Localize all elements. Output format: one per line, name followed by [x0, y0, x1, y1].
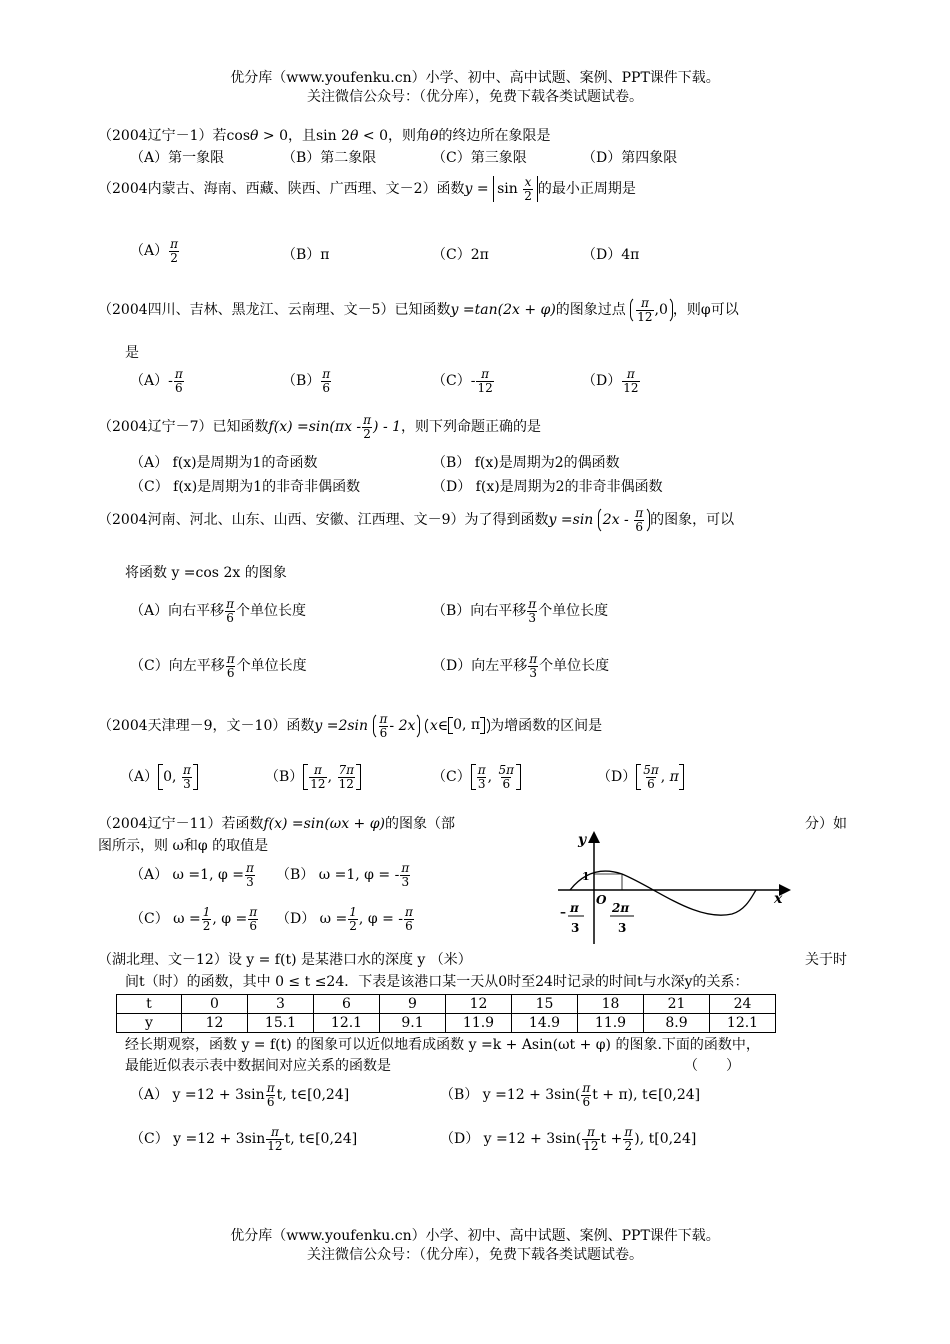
table-cell: 12.1	[314, 1014, 380, 1033]
q5-stem: （2004河南、河北、山东、山西、安徽、江西理、文－9）为了得到函数y =sin 2x - $\frac{\pi}{6}$ 的图象，可以	[98, 506, 735, 534]
q3-option-d: （D） $\frac{\pi}{12}$	[582, 367, 639, 395]
q8-option-d: （D） y =12 + 3sin( $\frac{\pi}{12}$ t + $\frac{\pi}{2}$ ), t[0,24]	[440, 1125, 697, 1153]
q4-option-a: （A） f(x)是周期为1的奇函数	[130, 455, 318, 471]
q8-option-b: （B） y =12 + 3sin( $\frac{\pi}{6}$ t + π), t∈[0,24]	[440, 1081, 701, 1109]
q4-option-d: （D） f(x)是周期为2的非奇非偶函数	[432, 479, 663, 495]
header-line-1: 优分库（www.youfenku.cn）小学、初中、高中试题、案例、PPT课件下载。	[230, 70, 720, 86]
table-row	[117, 1014, 776, 1033]
table-cell: 3	[248, 995, 314, 1014]
q8-stem-line2: 间t（时）的函数，其中 0 ≤ t ≤24．下表是该港口某一天从0时至24时记录的时间t与水深y的关系：	[125, 974, 749, 990]
q7-stem-right: 分）如	[805, 816, 847, 832]
q2-stem: （2004内蒙古、海南、西藏、陕西、广西理、文－2）函数y = sin $\frac{x}{2}$ 的最小正周期是	[98, 175, 636, 203]
table-cell: 0	[182, 995, 248, 1014]
graph-neg-den: 3	[571, 921, 580, 935]
table-row	[117, 995, 776, 1014]
q7-option-d: （D） ω = $\frac{1}{2}$ , φ = - $\frac{\pi}{6}$	[276, 905, 413, 933]
table-cell: 12	[446, 995, 512, 1014]
q7-sine-graph	[556, 830, 796, 950]
q5-option-c: （C）向左平移 $\frac{\pi}{6}$ 个单位长度	[130, 652, 307, 680]
q6-option-c: （C） $\frac{\pi}{3}$ , $\frac{5\pi}{6}$	[432, 764, 521, 790]
q8-data-table	[116, 994, 776, 1033]
graph-pos-den: 3	[618, 921, 627, 935]
graph-neg-num: π	[570, 901, 579, 915]
q8-answer-paren: （ ）	[684, 1058, 740, 1074]
table-cell: 12	[182, 1014, 248, 1033]
table-cell: 12.1	[710, 1014, 776, 1033]
q3-stem-wrap: 是	[125, 345, 139, 361]
q8-stem-line3: 经长期观察，函数 y = f(t) 的图象可以近似地看成函数 y =k + Asin(ωt + φ) 的图象.下面的函数中，	[125, 1037, 760, 1053]
q7-option-c: （C） ω = $\frac{1}{2}$ , φ = $\frac{\pi}{6}$	[130, 905, 258, 933]
q3-option-a: （A）- $\frac{\pi}{6}$	[130, 367, 183, 395]
q8-option-c: （C） y =12 + 3sin $\frac{\pi}{12}$ t, t∈[0,24]	[130, 1125, 358, 1153]
graph-y-label: y	[578, 832, 587, 848]
graph-pos-num: 2π	[612, 901, 630, 915]
q5-option-a: （A）向右平移 $\frac{\pi}{6}$ 个单位长度	[130, 597, 307, 625]
q2-option-c: （C）2π	[432, 247, 489, 263]
q1-option-a: （A）第一象限	[130, 150, 225, 166]
q8-option-a: （A） y =12 + 3sin $\frac{\pi}{6}$ t, t∈[0,24]	[130, 1081, 350, 1109]
graph-origin: O	[596, 893, 607, 907]
q3-option-b: （B） $\frac{\pi}{6}$	[282, 367, 331, 395]
table-cell: 18	[578, 995, 644, 1014]
table-cell: t	[117, 995, 182, 1014]
table-cell: y	[117, 1014, 182, 1033]
q4-option-c: （C） f(x)是周期为1的非奇非偶函数	[130, 479, 361, 495]
table-cell: 9	[380, 995, 446, 1014]
table-cell: 24	[710, 995, 776, 1014]
q3-stem: （2004四川、吉林、黑龙江、云南理、文－5）已知函数y =tan(2x + φ)的图象过点 $\frac{\pi}{12}$ ,0 ，则φ可以	[98, 296, 739, 324]
q1-option-d: （D）第四象限	[582, 150, 678, 166]
header-line-2: 关注微信公众号：（优分库），免费下载各类试题试卷。	[307, 89, 643, 105]
table-cell: 8.9	[644, 1014, 710, 1033]
q1-stem: （2004辽宁－1）若cosθ > 0，且sin 2θ < 0，则角θ的终边所在象限是	[98, 128, 551, 144]
table-cell: 11.9	[446, 1014, 512, 1033]
q8-stem-line4: 最能近似表示表中数据间对应关系的函数是	[125, 1058, 391, 1074]
q8-stem-right: 关于时	[805, 952, 847, 968]
q5-option-b: （B）向右平移 $\frac{\pi}{3}$ 个单位长度	[432, 597, 609, 625]
footer-line-2: 关注微信公众号：（优分库），免费下载各类试题试卷。	[307, 1247, 643, 1263]
q1-option-b: （B）第二象限	[282, 150, 377, 166]
q5-option-d: （D）向左平移 $\frac{\pi}{3}$ 个单位长度	[432, 652, 610, 680]
q7-option-b: （B） ω =1, φ = - $\frac{\pi}{3}$	[276, 861, 410, 889]
table-cell: 9.1	[380, 1014, 446, 1033]
q4-option-b: （B） f(x)是周期为2的偶函数	[432, 455, 620, 471]
table-cell: 15	[512, 995, 578, 1014]
q1-option-c: （C）第三象限	[432, 150, 527, 166]
table-cell: 6	[314, 995, 380, 1014]
table-cell: 14.9	[512, 1014, 578, 1033]
footer-line-1: 优分库（www.youfenku.cn）小学、初中、高中试题、案例、PPT课件下载。	[230, 1228, 720, 1244]
graph-x-label: x	[774, 891, 783, 907]
q2-option-a: （A） $\frac{\pi}{2}$	[130, 237, 179, 265]
q3-option-c: （C）- $\frac{\pi}{12}$	[432, 367, 493, 395]
q7-stem: （2004辽宁－11）若函数f(x) =sin(ωx + φ)的图象（部	[98, 816, 455, 832]
q4-stem: （2004辽宁－7）已知函数f(x) =sin(πx - $\frac{\pi}{2}$ ) - 1，则下列命题正确的是	[98, 413, 542, 441]
q2-option-b: （B）π	[282, 247, 330, 263]
graph-one-label: 1	[582, 870, 590, 883]
q6-option-b: （B） $\frac{\pi}{12}$ , $\frac{7\pi}{12}$	[265, 764, 361, 790]
q8-stem: （湖北理、文－12）设 y = f(t) 是某港口水的深度 y （米）	[98, 952, 472, 968]
q7-stem-wrap: 图所示，则 ω和φ 的取值是	[98, 838, 269, 854]
q5-stem-wrap: 将函数 y =cos 2x 的图象	[125, 565, 287, 581]
table-cell: 21	[644, 995, 710, 1014]
svg-text:–: –	[560, 905, 566, 919]
q6-stem: （2004天津理－9，文－10）函数y =2sin $\frac{\pi}{6}$ - 2x x∈ 0, π 为增函数的区间是	[98, 712, 603, 740]
q7-option-a: （A） ω =1, φ = $\frac{\pi}{3}$	[130, 861, 254, 889]
table-cell: 15.1	[248, 1014, 314, 1033]
table-cell: 11.9	[578, 1014, 644, 1033]
q6-option-a: （A） 0, $\frac{\pi}{3}$	[120, 764, 198, 790]
q2-option-d: （D）4π	[582, 247, 640, 263]
q6-option-d: （D） $\frac{5\pi}{6}$ , π	[597, 764, 684, 790]
